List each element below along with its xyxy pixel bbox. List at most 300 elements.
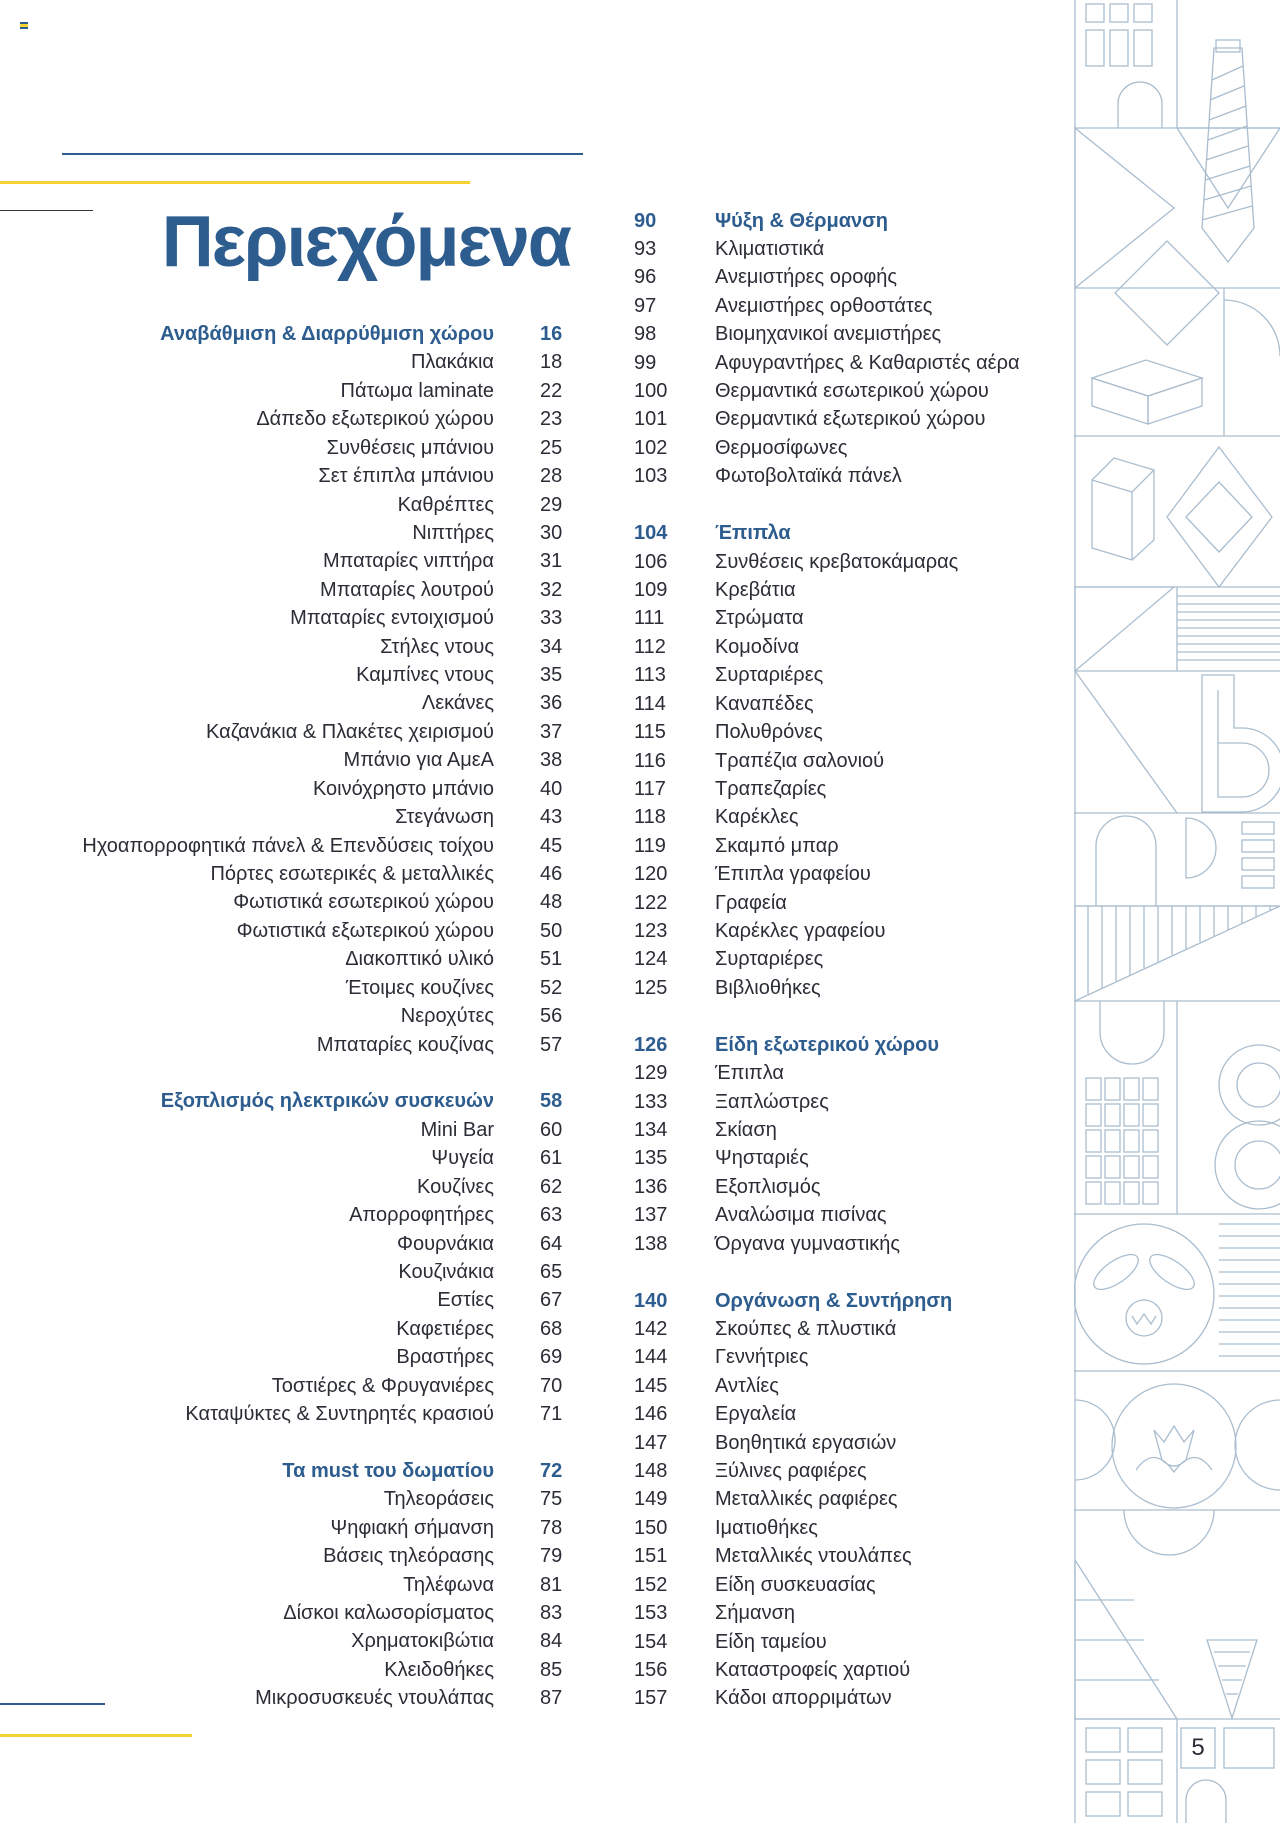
entry-page-number: 124 [634,948,668,971]
entry-label: Mini Bar [420,1118,494,1141]
entry-label: Γεννήτριες [715,1346,809,1369]
pattern-frame [1074,0,1280,1823]
entry-label: Εργαλεία [715,1403,797,1426]
entry-page-number: 119 [634,834,666,857]
entry-page-number: 123 [634,920,668,943]
entry-label: Τοστιέρες & Φρυγανιέρες [271,1374,494,1397]
entry-page-number: 30 [540,521,563,544]
toc-entry[interactable] [634,349,1064,377]
toc-entry[interactable] [634,661,1064,689]
entry-page-number: 134 [634,1119,668,1141]
toc-entry[interactable] [0,689,620,717]
toc-entry[interactable] [634,974,1064,1002]
entry-page-number: 57 [540,1033,563,1056]
toc-section [0,1457,620,1713]
entry-page-number: 125 [634,976,668,999]
toc-entry[interactable] [634,1684,1064,1712]
entry-label: Καμπίνες ντους [356,664,494,687]
entry-page-number: 69 [540,1346,563,1369]
entry-label: Χρηματοκιβώτια [351,1630,494,1653]
toc-entry[interactable] [0,945,620,973]
hatched-triangle-shape [1075,906,1280,1001]
section-page-number: 104 [634,522,668,545]
entry-label: Μπαταρίες λουτρού [320,578,494,601]
toc-entry[interactable] [0,832,620,860]
entry-label: Τραπέζια σαλονιού [715,749,885,772]
entry-page-number: 61 [540,1147,563,1170]
entry-label: Φωτοβολταϊκά πάνελ [715,465,902,488]
toc-entry[interactable] [0,1173,620,1201]
toc-entry[interactable] [0,491,620,519]
toc-entry[interactable] [0,1201,620,1229]
entry-label: Θερμοσίφωνες [715,436,848,459]
toc-entry[interactable] [634,1656,1064,1684]
toc-entry[interactable] [634,889,1064,917]
entry-page-number: 96 [634,266,657,289]
entry-label: Έπιπλα [715,1062,784,1085]
toc-entry[interactable] [0,1144,620,1172]
toc-entry[interactable] [0,1684,620,1712]
toc-entry[interactable] [0,718,620,746]
toc-entry[interactable] [0,1400,620,1428]
entry-label: Μπάνιο για ΑμεΑ [343,749,494,772]
toc-left-column [0,320,620,1713]
toc-entry[interactable] [634,1059,1064,1087]
toc-entry[interactable] [634,1429,1064,1457]
entry-page-number: 148 [634,1460,668,1483]
entry-label: Σήμανση [715,1602,796,1625]
entry-label: Ψυγεία [431,1147,494,1170]
entry-label: Νιπτήρες [412,521,494,544]
flag-icon [20,22,28,29]
toc-entry[interactable] [0,1286,620,1314]
entry-page-number: 122 [634,891,668,914]
entry-page-number: 136 [634,1175,668,1198]
entry-page-number: 101 [634,408,668,431]
entry-page-number: 98 [634,323,657,346]
toc-entry[interactable] [634,917,1064,945]
tulip-circle-shape [1075,1384,1280,1508]
entry-label: Γραφεία [715,891,787,914]
toc-section [634,1287,1064,1713]
section-page-number: 16 [540,323,563,345]
section-heading-row[interactable] [634,519,1064,547]
toc-entry[interactable] [634,803,1064,831]
section-title: Είδη εξωτερικού χώρου [715,1033,940,1056]
entry-page-number: 114 [634,692,666,715]
entry-label: Δίσκοι καλωσορίσματος [283,1601,494,1624]
entry-page-number: 46 [540,863,563,886]
top-window-grid-shape [1086,4,1162,128]
button-grid-shape [1096,816,1274,906]
entry-page-number: 150 [634,1516,668,1539]
toc-entry[interactable] [634,1315,1064,1343]
entry-label: Συρταριέρες [715,664,824,687]
entry-label: Φωτιστικά εσωτερικού χώρου [233,891,494,914]
entry-page-number: 146 [634,1403,668,1426]
flag-stripe [20,27,28,29]
section-heading-row[interactable] [0,1457,620,1485]
entry-page-number: 109 [634,578,668,601]
entry-page-number: 142 [634,1317,668,1340]
toc-entry[interactable] [634,945,1064,973]
toc-entry[interactable] [634,320,1064,348]
entry-label: Έπιπλα γραφείου [715,863,871,886]
toc-entry[interactable] [0,547,620,575]
section-title: Έπιπλα [715,522,791,545]
entry-page-number: 135 [634,1147,668,1170]
entry-page-number: 67 [540,1289,563,1312]
entry-page-number: 22 [540,379,563,402]
entry-page-number: 40 [540,777,563,800]
entry-label: Ξύλινες ραφιέρες [715,1460,867,1483]
entry-label: Βάσεις τηλεόρασης [323,1545,494,1568]
entry-label: Ανεμιστήρες ορθοστάτες [715,294,933,317]
entry-page-number: 63 [540,1204,563,1227]
toc-entry[interactable] [634,604,1064,632]
entry-page-number: 62 [540,1175,563,1198]
entry-page-number: 79 [540,1545,563,1568]
entry-label: Αφυγραντήρες & Καθαριστές αέρα [715,351,1020,374]
section-title: Οργάνωση & Συντήρηση [715,1289,953,1312]
entry-label: Μπαταρίες νιπτήρα [322,550,494,573]
toc-entry[interactable] [0,576,620,604]
toc-entry[interactable] [0,1315,620,1343]
entry-label: Εξοπλισμός [715,1175,821,1198]
entry-label: Πολυθρόνες [715,721,823,744]
entry-page-number: 115 [634,721,666,744]
entry-label: Στρώματα [715,607,804,630]
entry-label: Συνθέσεις κρεβατοκάμαρας [715,550,959,573]
toc-entry[interactable] [0,974,620,1002]
entry-page-number: 51 [540,948,563,971]
entry-label: Μεταλλικές ραφιέρες [715,1488,898,1511]
toc-right-column [634,207,1064,1713]
section-title: Ψύξη & Θέρμανση [715,209,889,232]
toc-entry[interactable] [0,1542,620,1570]
section-heading-row[interactable] [0,1087,620,1115]
entry-label: Διακοπτικό υλικό [345,948,494,971]
toc-entry[interactable] [0,746,620,774]
toc-entry[interactable] [0,348,620,376]
entry-page-number: 29 [540,493,563,516]
entry-label: Πόρτες εσωτερικές & μεταλλικές [210,863,494,886]
toc-entry[interactable] [0,1031,620,1059]
entry-page-number: 85 [540,1658,563,1681]
toc-entry[interactable] [0,1372,620,1400]
entry-page-number: 38 [540,749,563,772]
entry-page-number: 137 [634,1204,668,1227]
toc-entry[interactable] [0,1230,620,1258]
entry-label: Βραστήρες [396,1346,494,1369]
toc-entry[interactable] [0,1599,620,1627]
toc-entry[interactable] [634,1144,1064,1172]
toc-entry[interactable] [0,917,620,945]
toc-section [0,320,620,1059]
entry-page-number: 48 [540,891,563,914]
entry-page-number: 68 [540,1317,563,1340]
entry-page-number: 153 [634,1602,668,1625]
entry-label: Δάπεδο εξωτερικού χώρου [256,408,494,431]
entry-page-number: 106 [634,550,668,573]
toc-entry[interactable] [0,1485,620,1513]
entry-label: Θερμαντικά εξωτερικού χώρου [715,408,986,431]
entry-label: Λεκάνες [421,692,494,715]
section-page-number: 140 [634,1289,668,1312]
tie-shape [1202,40,1254,262]
section-heading-row[interactable] [634,207,1064,235]
entry-page-number: 151 [634,1545,668,1568]
entry-page-number: 117 [634,777,666,800]
entry-label: Τηλεοράσεις [383,1488,494,1511]
toc-entry[interactable] [634,718,1064,746]
entry-label: Βιβλιοθήκες [715,976,821,999]
entry-page-number: 81 [540,1573,563,1596]
cone-triangle-shape [1075,1510,1257,1719]
section-heading-row[interactable] [0,320,620,348]
toc-entry[interactable] [0,434,620,462]
entry-label: Βοηθητικά εργασιών [715,1431,897,1454]
toc-entry[interactable] [634,1343,1064,1371]
toc-entry[interactable] [634,1457,1064,1485]
toc-entry[interactable] [0,1656,620,1684]
toc-entry[interactable] [0,1343,620,1371]
toc-entry[interactable] [0,1571,620,1599]
entry-page-number: 25 [540,436,563,459]
toc-entry[interactable] [0,405,620,433]
entry-label: Φουρνάκια [397,1232,494,1255]
entry-label: Ιματιοθήκες [715,1516,818,1539]
toc-entry[interactable] [634,292,1064,320]
toc-section [634,1031,1064,1258]
entry-page-number: 145 [634,1374,668,1397]
prism-diamond-shape [1092,447,1272,587]
entry-label: Νεροχύτες [400,1005,494,1028]
entry-page-number: 154 [634,1630,668,1653]
entry-page-number: 37 [540,720,563,743]
entry-label: Πάτωμα laminate [340,379,494,402]
entry-page-number: 116 [634,749,666,772]
entry-page-number: 50 [540,919,563,942]
accent-line-blue-bottom [0,1703,105,1705]
entry-page-number: 112 [634,635,666,658]
toc-entry[interactable] [634,1400,1064,1428]
entry-page-number: 93 [634,237,657,260]
entry-label: Μπαταρίες εντοιχισμού [290,607,494,630]
entry-page-number: 83 [540,1601,563,1624]
entry-label: Αντλίες [715,1374,779,1397]
toc-entry[interactable] [634,377,1064,405]
arch-grid-eight-shape [1086,1001,1280,1209]
toc-entry[interactable] [0,377,620,405]
toc-entry[interactable] [634,633,1064,661]
entry-label: Τραπεζαρίες [715,777,827,800]
toc-entry[interactable] [634,1173,1064,1201]
toc-section [0,1087,620,1428]
entry-label: Ξαπλώστρες [715,1090,829,1113]
toc-entry[interactable] [634,1201,1064,1229]
entry-label: Κάδοι απορριμάτων [715,1687,892,1710]
decorative-pattern [1074,0,1280,1823]
toc-entry[interactable] [634,263,1064,291]
entry-label: Καφετιέρες [396,1317,494,1340]
page-number: 5 [1191,1734,1205,1761]
entry-page-number: 157 [634,1687,668,1710]
entry-label: Στήλες ντους [380,635,494,658]
entry-label: Κοινόχρηστο μπάνιο [312,777,494,800]
toc-entry[interactable] [634,747,1064,775]
toc-entry[interactable] [0,1116,620,1144]
entry-page-number: 156 [634,1659,668,1682]
toc-entry[interactable] [0,604,620,632]
toc-entry[interactable] [634,860,1064,888]
entry-label: Στεγάνωση [395,806,494,829]
flower-circle-shape [1074,1224,1280,1364]
entry-label: Κουζινάκια [398,1260,494,1283]
toc-section [634,207,1064,491]
entry-label: Είδη συσκευασίας [715,1573,876,1596]
entry-page-number: 32 [540,578,563,601]
toc-entry[interactable] [0,519,620,547]
entry-page-number: 152 [634,1573,668,1596]
toc-entry[interactable] [634,405,1064,433]
section-title: Τα must του δωματίου [282,1459,494,1482]
toc-entry[interactable] [0,1258,620,1286]
section-title: Εξοπλισμός ηλεκτρικών συσκευών [160,1090,494,1113]
entry-page-number: 75 [540,1488,563,1511]
page-title: Περιεχόμενα [161,202,570,282]
entry-page-number: 147 [634,1431,668,1454]
toc-entry[interactable] [0,633,620,661]
toc-entry[interactable] [634,1514,1064,1542]
toc-entry[interactable] [634,1088,1064,1116]
section-heading-row[interactable] [634,1287,1064,1315]
entry-page-number: 133 [634,1090,668,1113]
entry-page-number: 113 [634,664,666,687]
entry-label: Κλιματιστικά [715,237,825,260]
entry-label: Ανεμιστήρες οροφής [715,266,898,289]
entry-page-number: 103 [634,465,668,488]
entry-page-number: 33 [540,607,563,630]
toc-entry[interactable] [0,775,620,803]
entry-label: Μεταλλικές ντουλάπες [715,1545,912,1568]
entry-label: Καρέκλες [715,806,799,829]
entry-label: Καταψύκτες & Συντηρητές κρασιού [185,1403,494,1426]
entry-page-number: 84 [540,1630,563,1653]
toc-entry[interactable] [0,661,620,689]
entry-label: Αναλώσιμα πισίνας [715,1204,887,1227]
entry-label: Ψησταριές [715,1147,809,1170]
section-page-number: 126 [634,1033,668,1056]
entry-page-number: 52 [540,976,563,999]
toc-entry[interactable] [0,860,620,888]
section-title: Αναβάθμιση & Διαρρύθμιση χώρου [160,323,494,345]
entry-page-number: 64 [540,1232,563,1255]
entry-page-number: 120 [634,863,668,886]
toc-entry[interactable] [634,690,1064,718]
entry-label: Καθρέπτες [397,493,494,516]
accent-line-yellow-top [0,181,470,184]
toc-entry[interactable] [634,1628,1064,1656]
entry-page-number: 28 [540,465,563,488]
toc-entry[interactable] [0,1514,620,1542]
toc-entry[interactable] [634,1542,1064,1570]
accent-line-blue-top [62,153,583,155]
entry-label: Βιομηχανικοί ανεμιστήρες [715,323,942,346]
entry-page-number: 43 [540,806,563,829]
toc-entry[interactable] [634,1372,1064,1400]
toc-entry[interactable] [634,548,1064,576]
toc-entry[interactable] [0,1002,620,1030]
entry-label: Φωτιστικά εξωτερικού χώρου [236,919,494,942]
entry-label: Κρεβάτια [715,578,796,601]
toc-entry[interactable] [634,235,1064,263]
toc-entry[interactable] [634,462,1064,490]
toc-entry[interactable] [634,576,1064,604]
entry-label: Πλακάκια [410,351,494,374]
entry-label: Κομοδίνα [715,635,800,658]
entry-page-number: 87 [540,1687,563,1710]
toc-entry[interactable] [634,1230,1064,1258]
accent-line-yellow-bottom [0,1734,192,1737]
toc-entry[interactable] [0,803,620,831]
entry-page-number: 60 [540,1118,563,1141]
entry-page-number: 111 [634,607,665,630]
section-heading-row[interactable] [634,1031,1064,1059]
entry-page-number: 70 [540,1374,563,1397]
toc-entry[interactable] [634,434,1064,462]
entry-label: Συνθέσεις μπάνιου [326,436,494,459]
entry-label: Απορροφητήρες [349,1204,494,1227]
entry-label: Θερμαντικά εσωτερικού χώρου [715,380,989,403]
entry-label: Κλειδοθήκες [384,1658,494,1681]
entry-page-number: 18 [540,351,563,374]
bottom-grid-shape [1086,1728,1274,1823]
entry-page-number: 36 [540,692,563,715]
entry-label: Μπαταρίες κουζίνας [316,1033,494,1056]
entry-label: Σκούπες & πλυστικά [715,1317,897,1340]
entry-label: Ψηφιακή σήμανση [330,1516,494,1539]
entry-page-number: 149 [634,1488,668,1511]
entry-page-number: 45 [540,834,563,857]
section-page-number: 90 [634,209,657,232]
entry-label: Σκαμπό μπαρ [715,834,839,857]
entry-page-number: 129 [634,1062,668,1085]
toc-entry[interactable] [0,888,620,916]
toc-entry[interactable] [0,1627,620,1655]
entry-page-number: 71 [540,1403,563,1426]
toc-entry[interactable] [634,1571,1064,1599]
entry-page-number: 118 [634,806,666,829]
entry-page-number: 100 [634,380,668,403]
entry-label: Σετ έπιπλα μπάνιου [318,465,494,488]
toc-entry[interactable] [634,1599,1064,1627]
toc-entry[interactable] [0,462,620,490]
entry-page-number: 138 [634,1232,668,1255]
entry-label: Σκίαση [715,1119,777,1141]
toc-entry[interactable] [634,1485,1064,1513]
isometric-box-shape [1092,288,1280,436]
entry-label: Μικροσυσκευές ντουλάπας [255,1687,494,1710]
entry-label: Καναπέδες [715,692,814,715]
entry-page-number: 102 [634,436,668,459]
entry-page-number: 144 [634,1346,668,1369]
toc-entry[interactable] [634,1116,1064,1144]
toc-entry[interactable] [634,832,1064,860]
entry-label: Ηχοαπορροφητικά πάνελ & Επενδύσεις τοίχου [82,834,494,857]
entry-label: Εστίες [437,1289,494,1312]
toc-entry[interactable] [634,775,1064,803]
